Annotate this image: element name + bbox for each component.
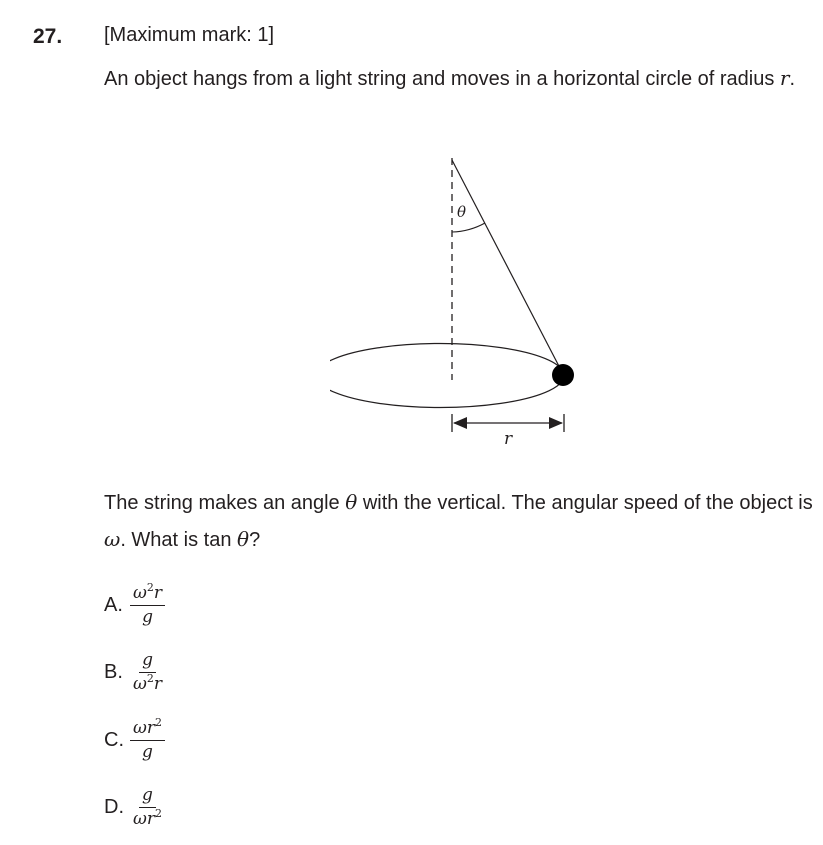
string [452,160,562,372]
question-stem [104,60,804,97]
option-a[interactable] [104,583,165,628]
stem-radius-var: r [779,66,790,90]
body-part-4: ? [249,529,261,551]
stem-text: An object hangs from a light string and moves in a horizontal circle of radius [104,68,780,90]
option-b-letter: B. [104,661,123,683]
option-a-fraction [130,583,165,628]
option-b-denominator: $\omega^2r$ [133,672,163,694]
radius-arrowhead-left [453,417,467,429]
option-d-letter: D. [104,796,124,818]
hanging-object [552,364,574,386]
angle-arc [452,223,485,232]
radius-arrowhead-right [549,417,563,429]
option-b[interactable] [104,650,165,695]
radius-r-label: r [504,429,513,449]
body-omega: ω [104,527,121,551]
maximum-mark: [Maximum mark: 1] [104,24,275,46]
body-theta-1: θ [345,490,358,514]
option-d-numerator: g [139,785,156,808]
option-a-letter: A. [104,594,123,616]
conical-pendulum-diagram [330,150,590,450]
body-theta-2: θ [237,527,250,551]
option-c-denominator: g [142,742,153,762]
option-b-numerator: g [139,650,156,673]
option-d-fraction [130,785,165,830]
stem-end: . [789,68,796,90]
option-a-numerator: $\omega^2r$ [130,583,165,606]
body-part-2: with the vertical. The angular speed of the object is [357,492,813,514]
option-a-denominator: g [142,607,153,627]
question-body [104,484,814,558]
angle-theta-label: θ [457,203,467,221]
horizontal-circle-path [330,344,564,408]
option-b-fraction [130,650,165,695]
option-d-denominator: $\omega r^2$ [133,807,162,829]
body-part-3: . What is tan [120,529,238,551]
option-c-letter: C. [104,729,124,751]
option-c-numerator: $\omega r^2$ [130,718,165,741]
option-d[interactable] [104,785,165,830]
question-number: 27. [33,25,63,48]
option-c[interactable] [104,718,165,763]
body-part-1: The string makes an angle [104,492,346,514]
option-c-fraction [130,718,165,763]
